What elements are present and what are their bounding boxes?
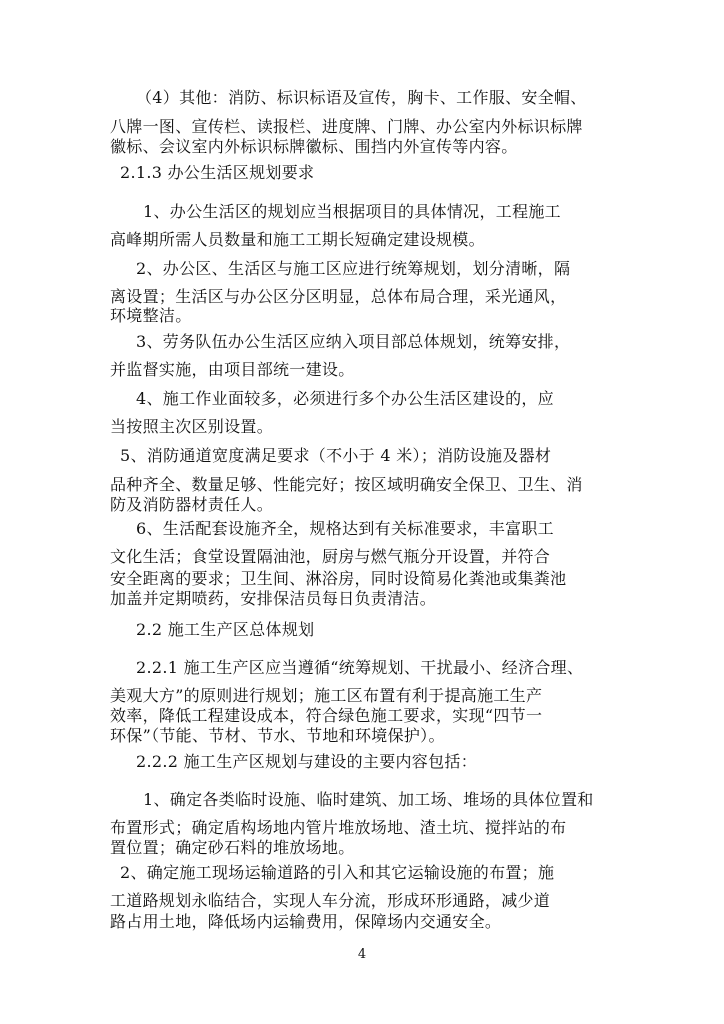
section-heading-2-1-3: 2.1.3 办公生活区规划要求 [120, 163, 315, 182]
para-2-2-1-line-1: 2.2.1 施工生产区应当遵循“统筹规划、干扰最小、经济合理、 [136, 658, 584, 677]
item-6-line-4: 加盖并定期喷药，安排保洁员每日负责清洁。 [110, 589, 437, 608]
item-6-line-2: 文化生活；食堂设置隔油池，厨房与燃气瓶分开设置，并符合 [110, 547, 551, 566]
item-b1-line-2: 布置形式；确定盾构场地内管片堆放场地、渣土坑、搅拌站的布 [110, 818, 567, 837]
item-5-line-3: 防及消防器材责任人。 [110, 495, 274, 514]
item-b2-line-1: 2、确定施工现场运输道路的引入和其它运输设施的布置；施 [120, 863, 555, 882]
para-other-line-3: 徽标、会议室内外标识标牌徽标、围挡内外宣传等内容。 [110, 137, 518, 156]
para-2-2-1-line-3: 效率，降低工程建设成本，符合绿色施工要求，实现“四节一 [110, 706, 543, 725]
item-3-line-2: 并监督实施，由项目部统一建设。 [110, 360, 355, 379]
item-6-line-1: 6、生活配套设施齐全，规格达到有关标准要求，丰富职工 [136, 519, 554, 538]
item-b2-line-2: 工道路规划永临结合，实现人车分流，形成环形通路，减少道 [110, 891, 551, 910]
item-1-line-1: 1、办公生活区的规划应当根据项目的具体情况，工程施工 [143, 202, 561, 221]
para-other-line-2: 八牌一图、宣传栏、读报栏、进度牌、门牌、办公室内外标识标牌 [110, 117, 583, 136]
item-4-line-2: 当按照主次区别设置。 [110, 417, 274, 436]
section-heading-2-2: 2.2 施工生产区总体规划 [136, 620, 315, 639]
item-3-line-1: 3、劳务队伍办公生活区应纳入项目部总体规划，统筹安排， [136, 332, 571, 351]
item-5-line-2: 品种齐全、数量足够、性能完好；按区域明确安全保卫、卫生、消 [110, 475, 583, 494]
page-number: 4 [357, 947, 367, 962]
item-2-line-2: 离设置；生活区与办公区分区明显，总体布局合理，采光通风， [110, 287, 567, 306]
item-5-line-1: 5、消防通道宽度满足要求（不小于 4 米）；消防设施及器材 [120, 446, 552, 465]
para-2-2-1-line-2: 美观大方”的原则进行规划；施工区布置有利于提高施工生产 [110, 686, 543, 705]
item-2-line-3: 环境整洁。 [110, 306, 192, 325]
item-1-line-2: 高峰期所需人员数量和施工工期长短确定建设规模。 [110, 230, 485, 249]
para-other-line-1: （4）其他：消防、标识标语及宣传，胸卡、工作服、安全帽、 [136, 88, 587, 107]
item-6-line-3: 安全距离的要求；卫生间、淋浴房，同时设简易化粪池或集粪池 [110, 569, 567, 588]
para-2-2-1-line-4: 环保”（节能、节材、节水、节地和环境保护）。 [110, 726, 445, 745]
item-b1-line-1: 1、确定各类临时设施、临时建筑、加工场、堆场的具体位置和 [143, 790, 594, 809]
item-4-line-1: 4、施工作业面较多，必须进行多个办公生活区建设的，应 [136, 389, 554, 408]
item-2-line-1: 2、办公区、生活区与施工区应进行统筹规划，划分清晰，隔 [136, 259, 571, 278]
para-2-2-2: 2.2.2 施工生产区规划与建设的主要内容包括： [136, 752, 477, 771]
item-b2-line-3: 路占用土地，降低场内运输费用，保障场内交通安全。 [110, 912, 502, 931]
item-b1-line-3: 置位置；确定砂石料的堆放场地。 [110, 838, 355, 857]
